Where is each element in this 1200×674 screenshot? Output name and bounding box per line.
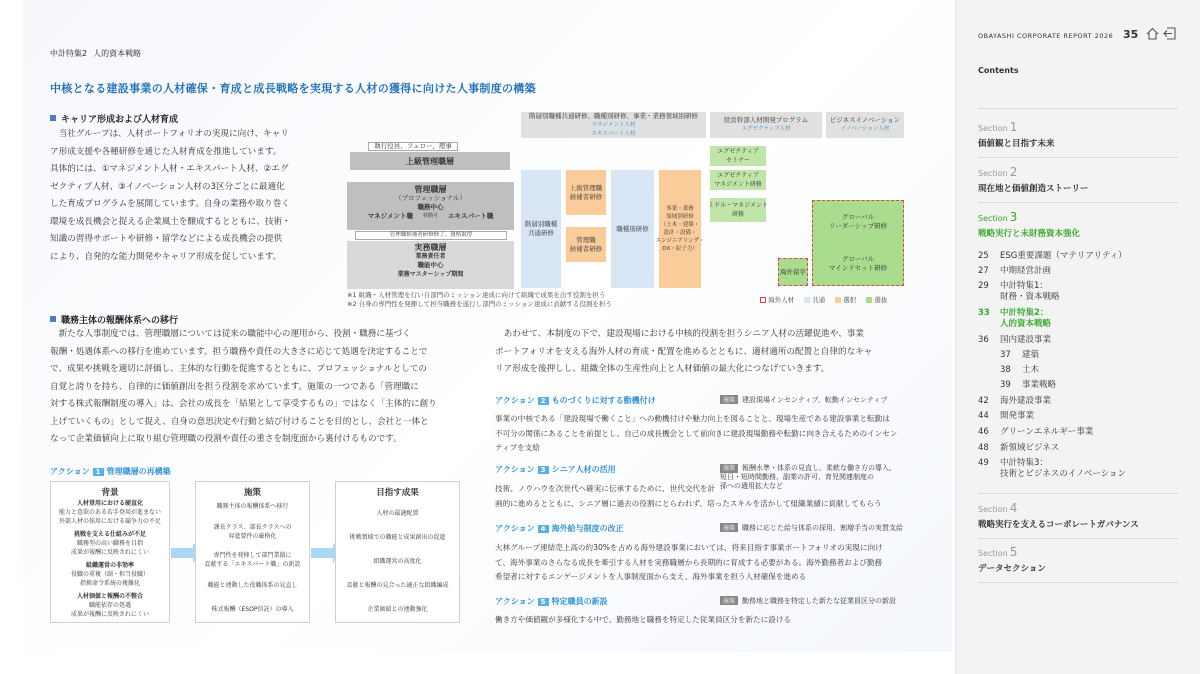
action-5-tag: 施策 勤務地と職務を特定した新たな従業員区分の新設 bbox=[720, 596, 896, 606]
back-icon[interactable] bbox=[1163, 27, 1176, 43]
action-5-label: アクション 5 特定職員の新設 bbox=[495, 597, 608, 606]
chart-c4: 事業・業務 領域別研修 （土木・建築・ 設計・設備・ エンジニアリング・ DX・原子力） bbox=[659, 170, 701, 288]
chart-mgr: 管理職層 （プロフェッショナル） 職務中心 マネジメント職 移動可 エキスパート職 bbox=[347, 182, 514, 230]
toc-item[interactable]: 25 ESG重要課題（マテリアリティ） bbox=[978, 251, 1127, 261]
toc-item[interactable]: 42 海外建設事業 bbox=[978, 396, 1052, 406]
chart-overseas: 海外留学 bbox=[778, 258, 808, 286]
chart-e2: エグゼクティブ マネジメント研修 bbox=[710, 170, 766, 190]
reward-paragraph: 新たな人事制度では、管理職層については従来の職能中心の運用から、役割・職務に基づく 報酬・処遇体系への移行を進めています。担う職務や責任の大きさに応じて処遇を決定することで で、成果や挑戦を適切に評価し、主体的な行動を促進するとともに、プロフェッショナルとしての 自覚と誇りを持ち、自律的に価値創出を担う役割を求めています。施策の一つである「管理職に 対する株式報酬制度の導入」は、会社の成長を「結果として享受するもの」ではなく「主体的に創り 上げていくもの」として捉え、自身の意思決定や行動と結び付けることを目的とし、会社と一体と なって企業価値向上に取り組む管理職の役割や責任の重さを制度面から裏付けるものです。 bbox=[50, 329, 437, 444]
chart-global: グローバル リーダーシップ研修 グローバル マインドセット研修 bbox=[812, 200, 904, 286]
section-1-link[interactable]: 価値観と目指す未来 bbox=[978, 139, 1055, 149]
page-title: 中核となる建設事業の人材確保・育成と成長戦略を実現する人材の獲得に向けた人事制度の構築 bbox=[50, 82, 536, 95]
chart-header-common: 階層別職種共通研修、職種別研修、事業・業務領域別研修 マネジメント人材 エキスパート人材 bbox=[521, 112, 706, 138]
action-3-label: アクション 3 シニア人材の活用 bbox=[495, 465, 616, 474]
action-1-measures: 施策 職務主体の報酬体系へ移行 課長クラス、部長クラスへの 昇進要件の厳格化 専門性を発揮して部門業績に 貢献する「エキスパート職」の新設 職能と連動した役職体系の見直し 株式報酬（ESOP信託）の導入 bbox=[195, 481, 310, 623]
chart-e1: エグゼクティブ セミナー bbox=[710, 146, 766, 166]
action-4-label: アクション 4 海外給与制度の改正 bbox=[495, 524, 624, 533]
chart-header-innov: ビジネスイノベーション イノベーション人材 bbox=[826, 112, 904, 138]
section-2-label[interactable]: Section 2 bbox=[978, 165, 1018, 179]
section-3-link[interactable]: 戦略実行と未財務資本強化 bbox=[978, 229, 1081, 239]
toc-item-active[interactable]: 33 中計特集2： 人的資本戦略 bbox=[978, 308, 1052, 329]
report-title: OBAYASHI CORPORATE REPORT 2026 bbox=[978, 32, 1114, 40]
action-3-tag: 施策 報酬水準・体系の見直し、柔軟な働き方の導入、 短日・短時間勤務、副業の許可、育児関連制度の 孫への適用拡大など bbox=[720, 464, 897, 490]
toc-subitem[interactable]: 38 土木 bbox=[1000, 365, 1040, 375]
section-4-link[interactable]: 戦略実行を支えるコーポレートガバナンス bbox=[978, 520, 1139, 530]
toc-item[interactable]: 48 新領域ビジネス bbox=[978, 443, 1060, 453]
section-4-label[interactable]: Section 4 bbox=[978, 501, 1018, 515]
breadcrumb: 中計特集2 人的資本戦略 bbox=[50, 49, 142, 58]
chart-work: 実務職層 業務責任者 職能中心 業務マスターシップ期間 bbox=[347, 241, 514, 289]
action-3-text: 技術、ノウハウを次世代へ確実に伝承するために、世代交代を計 画的に進めるとともに、シニア層に過去の役割にとらわれず、培ったスキルを活かして組織業績に貢献してもらう bbox=[495, 484, 882, 508]
action-4-tag: 施策 職務に応じた給与体系の採用、割増手当の実質支給 bbox=[720, 523, 903, 533]
section-heading-reward: 職務主体の報酬体系への移行 bbox=[50, 313, 178, 326]
chart-c2b: 管理職 候補者研修 bbox=[566, 227, 606, 262]
home-icon[interactable] bbox=[1146, 27, 1159, 43]
section-2-link[interactable]: 現在地と価値創造ストーリー bbox=[978, 184, 1089, 194]
toc-item[interactable]: 49 中計特集3： 技術とビジネスのイノベーション bbox=[978, 458, 1127, 479]
toc-item[interactable]: 36 国内建設事業 bbox=[978, 335, 1052, 345]
action-1-outcomes: 目指す成果 人材の最適配置 挑戦領域での職能と成果創出の促進 組織運営の高度化 貢献と報酬の見合った適正な組織編成 企業価値との連動強化 bbox=[335, 481, 460, 623]
action-2-label: アクション 2 ものづくりに対する動機付け bbox=[495, 396, 656, 405]
chart-note-1: ※1 組織・人材管理を行い自部門のミッション達成に向けて組織で成果を出す役割を担う bbox=[347, 291, 606, 299]
chart-c3: 職種別研修 bbox=[611, 170, 654, 288]
chart-upper: 上級管理職層 bbox=[350, 152, 510, 170]
page-number: 35 bbox=[1123, 28, 1139, 41]
chart-legend: 海外人材 共通 選択 選抜 bbox=[760, 296, 887, 305]
right-intro: あわせて、本制度の下で、建設現場における中核的役割を担うシニア人材の活躍促進や、事業 ポートフォリオを支える海外人材の育成・配置を進めるとともに、適材適所の配置と自律的なキャ リア形成を後押しし、組織全体の生産性向上と人材価値の最大化につなげていきます。 bbox=[495, 329, 873, 374]
toc-subitem[interactable]: 39 事業戦略 bbox=[1000, 380, 1057, 390]
toc-item[interactable]: 44 開発事業 bbox=[978, 411, 1035, 421]
section-1-label[interactable]: Section 1 bbox=[978, 120, 1018, 134]
section-3-label[interactable]: Section 3 bbox=[978, 210, 1018, 224]
chart-bar: 管理職候補者研修修了、資格取得 bbox=[355, 231, 507, 240]
action-1-background: 背景 人材登用における硬直化 能力と意欲のある若手登用が進まない 外部人材の採用における競争力の不足 挑戦を支える仕組みが不足 職務型の高い職務を目指 成果が報酬に反映されにくい 組織運営の非効率 役職の重複（副・担当役職） 指揮命令系統の複雑化 人材価値と報酬の不整合 職能依存の処遇 成果が報酬に反映されにくい bbox=[50, 481, 170, 623]
chart-note-2: ※2 自身の専門性を発揮して担当職務を遂行し部門のミッション達成に貢献する役割を担う bbox=[347, 300, 612, 308]
action-5-text: 働き方や価値観が多様化する中で、勤務地と職務を特定した従業員区分を新たに設ける bbox=[495, 615, 791, 624]
toc-item[interactable]: 29 中計特集1： 財務・資本戦略 bbox=[978, 281, 1060, 302]
contents-heading: Contents bbox=[978, 66, 1019, 75]
toc-item[interactable]: 27 中期経営計画 bbox=[978, 266, 1052, 276]
action-2-text: 事業の中核である「建設現場で働くこと」への動機付けや魅力向上を図ることと、現場生産である建設事業と転勤は 不可分の関係にあることを前提とし、自己の成長機会として前向きに建設現場勤務や転勤に向き合えるためのインセン ティブを支給 bbox=[495, 414, 898, 452]
chart-exec: 執行役員、フェロー、理事 bbox=[368, 142, 458, 151]
chart-e3: ミドル・マネジメント 研修 bbox=[710, 198, 766, 222]
section-5-label[interactable]: Section 5 bbox=[978, 545, 1018, 559]
chart-c2a: 上級管理職 候補者研修 bbox=[566, 170, 606, 215]
action-1-label: アクション 1 管理職層の再構築 bbox=[50, 467, 171, 476]
section-5-link[interactable]: データセクション bbox=[978, 564, 1046, 574]
career-paragraph: 当社グループは、人材ポートフォリオの実現に向け、キャリ ア形成支援や各種研修を通じた人材育成を推進しています。 具体的には、①マネジメント人材・エキスパート人材、②エグ ゼクティブ人材、③イノベーション人材の3区分ごとに最適化 した育成プログラムを展開しています。自身の業務や取り巻く 環境を成長機会と捉える企業風土を醸成するとともに、技術・ 知識の習得サポートや研修・留学などによる成長機会の提供 により、自発的な能力開発やキャリア形成を促しています。 bbox=[50, 129, 291, 262]
toc-subitem[interactable]: 37 建築 bbox=[1000, 350, 1040, 360]
toc-item[interactable]: 46 グリーンエネルギー事業 bbox=[978, 427, 1094, 437]
action-4-text: 大林グループ連結売上高の約30%を占める海外建設事業においては、将来目指す事業ポートフォリオの実現に向け て、海外事業のさらなる成長を牽引する人材を実務職層から長期的に育成する必要がある。海外勤務者および勤務 希望者に対するエンゲージメントを人事制度面から支え、海外事業を担う人材確保を進める bbox=[495, 543, 883, 581]
chart-c1: 階層別職種 共通研修 bbox=[521, 170, 561, 288]
action-2-tag: 施策 建設現場インセンティブ、転勤インセンティブ bbox=[720, 395, 887, 405]
section-heading-career: キャリア形成および人材育成 bbox=[50, 112, 178, 125]
chart-header-exec: 経営幹部人材開発プログラム エグゼクティブ人材 bbox=[710, 112, 822, 138]
